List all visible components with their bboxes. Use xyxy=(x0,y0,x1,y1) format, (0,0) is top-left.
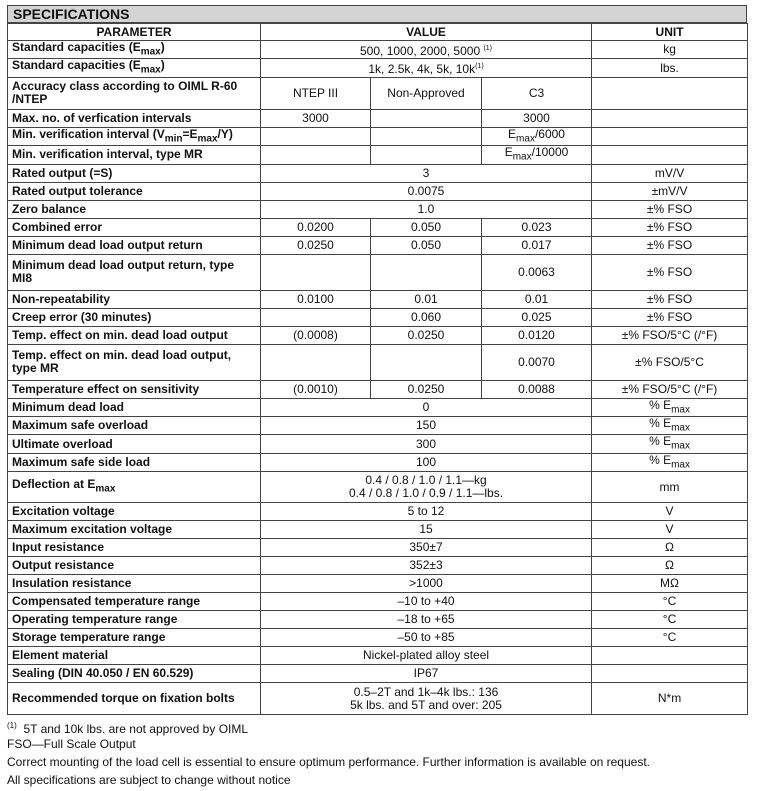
unit-cell: V xyxy=(592,521,748,539)
parameter-cell: Input resistance xyxy=(8,539,261,557)
table-row xyxy=(8,127,748,145)
table-row xyxy=(8,521,748,539)
footnote: Correct mounting of the load cell is essential to ensure optimum performance. Further information is available on request. xyxy=(7,755,650,769)
parameter-cell: Element material xyxy=(8,647,261,665)
value-cell: 350±7 xyxy=(261,539,592,557)
value-cell: –50 to +85 xyxy=(261,629,592,647)
value-cell: –18 to +65 xyxy=(261,611,592,629)
unit-cell: °C xyxy=(592,593,748,611)
parameter-cell: Output resistance xyxy=(8,557,261,575)
value-cell: 0.4 / 0.8 / 1.0 / 1.1—kg 0.4 / 0.8 / 1.0 / 0.9 / 1.1—lbs. xyxy=(261,472,592,503)
table-row xyxy=(8,254,748,290)
table-row xyxy=(8,109,748,127)
unit-cell: ±% FSO xyxy=(592,236,748,254)
value-cell: 0.0250 xyxy=(371,326,482,344)
value-cell: 0.0200 xyxy=(261,218,371,236)
value-cell: 3000 xyxy=(261,109,371,127)
value-cell: IP67 xyxy=(261,665,592,683)
parameter-cell: Minimum dead load output return xyxy=(8,236,261,254)
value-cell: 0.017 xyxy=(482,236,592,254)
table-row xyxy=(8,472,748,503)
table-row xyxy=(8,435,748,453)
value-cell: 0.0120 xyxy=(482,326,592,344)
parameter-cell: Maximum safe side load xyxy=(8,453,261,471)
unit-cell: kg xyxy=(592,41,748,59)
value-cell: 0.0100 xyxy=(261,290,371,308)
value-cell: 5 to 12 xyxy=(261,503,592,521)
value-cell: NTEP III xyxy=(261,77,371,109)
parameter-cell: Standard capacities $(E_{max})$ xyxy=(8,59,261,77)
table-row xyxy=(8,290,748,308)
table-row xyxy=(8,77,748,109)
value-cell: (0.0010) xyxy=(261,380,371,398)
unit-cell xyxy=(592,77,748,109)
table-row xyxy=(8,593,748,611)
footnote: FSO—Full Scale Output xyxy=(7,737,136,751)
unit-cell: ±% FSO/5°C (/°F) xyxy=(592,326,748,344)
table-header-row xyxy=(8,24,748,41)
unit-cell: ±% FSO/5°C xyxy=(592,344,748,380)
unit-cell xyxy=(592,647,748,665)
value-cell: 352±3 xyxy=(261,557,592,575)
parameter-cell: Accuracy class according to OIML R-60 /NTEP xyxy=(8,77,261,109)
parameter-cell: Combined error xyxy=(8,218,261,236)
parameter-cell: Min. verification interval $(V_{min}=E_{max}/Y)$ xyxy=(8,127,261,145)
value-cell: 0.0063 xyxy=(482,254,592,290)
unit-cell: % $E_{max}$ xyxy=(592,453,748,471)
unit-cell xyxy=(592,109,748,127)
table-row xyxy=(8,380,748,398)
unit-cell: Ω xyxy=(592,557,748,575)
value-cell: 500, 1000, 2000, 5000 $^{(1)}$ xyxy=(261,41,592,59)
value-cell: 100 xyxy=(261,453,592,471)
unit-cell: ±% FSO xyxy=(592,218,748,236)
table-row xyxy=(8,236,748,254)
value-cell xyxy=(261,254,371,290)
unit-cell: N*m xyxy=(592,683,748,715)
value-cell: 0.01 xyxy=(371,290,482,308)
table-row xyxy=(8,453,748,471)
unit-cell: °C xyxy=(592,611,748,629)
footnote: $^{(1)}$ 5T and 10k lbs. are not approved by OIML xyxy=(7,721,249,736)
parameter-cell: Operating temperature range xyxy=(8,611,261,629)
parameter-cell: Maximum safe overload xyxy=(8,416,261,434)
table-row xyxy=(8,182,748,200)
unit-cell: lbs. xyxy=(592,59,748,77)
header-unit: UNIT xyxy=(592,24,748,41)
value-cell: 0.01 xyxy=(482,290,592,308)
parameter-cell: Temperature effect on sensitivity xyxy=(8,380,261,398)
value-cell xyxy=(371,254,482,290)
parameter-cell: Ultimate overload xyxy=(8,435,261,453)
unit-cell: V xyxy=(592,503,748,521)
unit-cell: °C xyxy=(592,629,748,647)
table-row xyxy=(8,557,748,575)
value-cell: 300 xyxy=(261,435,592,453)
specifications-title: SPECIFICATIONS xyxy=(7,5,747,23)
unit-cell: ±% FSO xyxy=(592,200,748,218)
specifications-table xyxy=(7,23,748,715)
value-cell: 150 xyxy=(261,416,592,434)
value-cell: 0.0075 xyxy=(261,182,592,200)
parameter-cell: Standard capacities $(E_{max})$ xyxy=(8,41,261,59)
value-cell: 0.050 xyxy=(371,218,482,236)
value-cell: 3 xyxy=(261,164,592,182)
unit-cell: ±% FSO xyxy=(592,290,748,308)
value-cell xyxy=(371,127,482,145)
table-row xyxy=(8,683,748,715)
unit-cell: Ω xyxy=(592,539,748,557)
unit-cell xyxy=(592,665,748,683)
value-cell: 0.025 xyxy=(482,308,592,326)
table-row xyxy=(8,200,748,218)
unit-cell xyxy=(592,127,748,145)
table-row xyxy=(8,41,748,59)
value-cell xyxy=(371,146,482,164)
value-cell xyxy=(371,109,482,127)
value-cell: 3000 xyxy=(482,109,592,127)
unit-cell: mm xyxy=(592,472,748,503)
parameter-cell: Minimum dead load output return, type MI8 xyxy=(8,254,261,290)
table-row xyxy=(8,611,748,629)
value-cell: 15 xyxy=(261,521,592,539)
table-row xyxy=(8,218,748,236)
value-cell xyxy=(261,127,371,145)
parameter-cell: Rated output (=S) xyxy=(8,164,261,182)
value-cell: 1k, 2.5k, 4k, 5k, $10k^{(1)}$ xyxy=(261,59,592,77)
parameter-cell: Max. no. of verfication intervals xyxy=(8,109,261,127)
unit-cell: MΩ xyxy=(592,575,748,593)
parameter-cell: Storage temperature range xyxy=(8,629,261,647)
unit-cell: % $E_{max}$ xyxy=(592,435,748,453)
value-cell: >1000 xyxy=(261,575,592,593)
parameter-cell: Non-repeatability xyxy=(8,290,261,308)
value-cell: (0.0008) xyxy=(261,326,371,344)
parameter-cell: Zero balance xyxy=(8,200,261,218)
table-row xyxy=(8,308,748,326)
value-cell xyxy=(261,344,371,380)
table-row xyxy=(8,146,748,164)
value-cell: 0.0250 xyxy=(261,236,371,254)
unit-cell: ±% FSO/5°C (/°F) xyxy=(592,380,748,398)
parameter-cell: Temp. effect on min. dead load output xyxy=(8,326,261,344)
table-row xyxy=(8,344,748,380)
table-row xyxy=(8,164,748,182)
value-cell: 0.0070 xyxy=(482,344,592,380)
value-cell xyxy=(261,308,371,326)
parameter-cell: Insulation resistance xyxy=(8,575,261,593)
parameter-cell: Recommended torque on fixation bolts xyxy=(8,683,261,715)
unit-cell xyxy=(592,146,748,164)
unit-cell: ±mV/V xyxy=(592,182,748,200)
value-cell: C3 xyxy=(482,77,592,109)
table-row xyxy=(8,539,748,557)
header-parameter: PARAMETER xyxy=(8,24,261,41)
value-cell: 0.0088 xyxy=(482,380,592,398)
value-cell: $E_{max}/10000$ xyxy=(482,146,592,164)
footnote: All specifications are subject to change without notice xyxy=(7,773,291,787)
table-row xyxy=(8,647,748,665)
unit-cell: mV/V xyxy=(592,164,748,182)
value-cell xyxy=(371,344,482,380)
table-row xyxy=(8,326,748,344)
unit-cell: ±% FSO xyxy=(592,308,748,326)
table-row xyxy=(8,503,748,521)
parameter-cell: Temp. effect on min. dead load output, type MR xyxy=(8,344,261,380)
value-cell: Nickel-plated alloy steel xyxy=(261,647,592,665)
parameter-cell: Deflection at $E_{max}$ xyxy=(8,472,261,503)
value-cell: –10 to +40 xyxy=(261,593,592,611)
parameter-cell: Creep error (30 minutes) xyxy=(8,308,261,326)
value-cell: 0.5–2T and 1k–4k lbs.: 136 5k lbs. and 5T and over: 205 xyxy=(261,683,592,715)
table-row xyxy=(8,398,748,416)
table-row xyxy=(8,665,748,683)
unit-cell: % $E_{max}$ xyxy=(592,416,748,434)
table-row xyxy=(8,416,748,434)
value-cell: 0 xyxy=(261,398,592,416)
parameter-cell: Excitation voltage xyxy=(8,503,261,521)
parameter-cell: Min. verification interval, type MR xyxy=(8,146,261,164)
value-cell: 0.0250 xyxy=(371,380,482,398)
parameter-cell: Maximum excitation voltage xyxy=(8,521,261,539)
unit-cell: ±% FSO xyxy=(592,254,748,290)
parameter-cell: Compensated temperature range xyxy=(8,593,261,611)
value-cell: 0.023 xyxy=(482,218,592,236)
header-value: VALUE xyxy=(261,24,592,41)
table-row xyxy=(8,629,748,647)
value-cell: 0.050 xyxy=(371,236,482,254)
parameter-cell: Rated output tolerance xyxy=(8,182,261,200)
value-cell xyxy=(261,146,371,164)
parameter-cell: Sealing (DIN 40.050 / EN 60.529) xyxy=(8,665,261,683)
value-cell: 1.0 xyxy=(261,200,592,218)
value-cell: $E_{max}/6000$ xyxy=(482,127,592,145)
parameter-cell: Minimum dead load xyxy=(8,398,261,416)
value-cell: Non-Approved xyxy=(371,77,482,109)
value-cell: 0.060 xyxy=(371,308,482,326)
table-row xyxy=(8,59,748,77)
table-row xyxy=(8,575,748,593)
unit-cell: % $E_{max}$ xyxy=(592,398,748,416)
